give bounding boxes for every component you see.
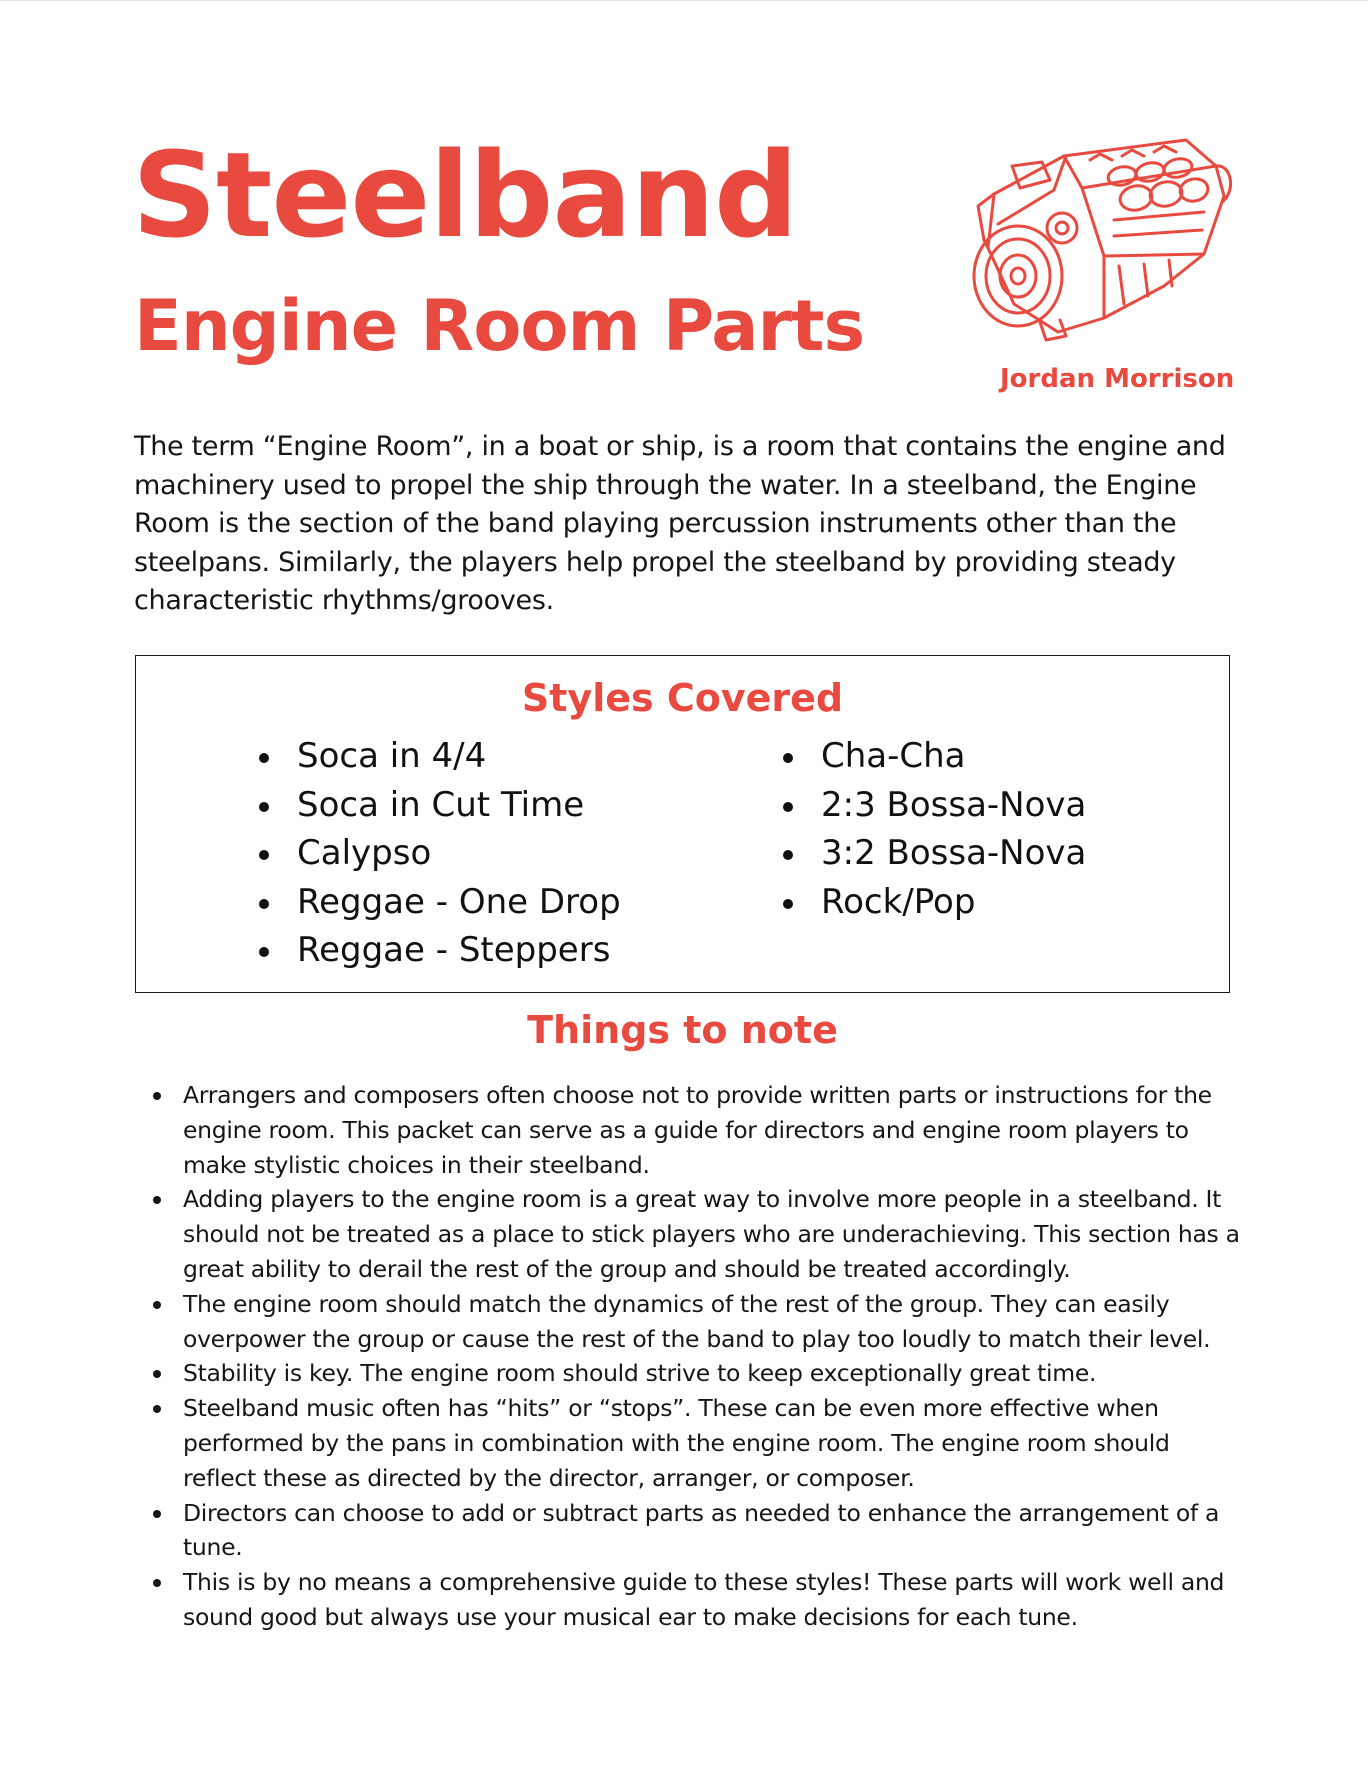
list-item: This is by no means a comprehensive guide to these styles! These parts will work well and sound good but always use your musical ear to make decisions for each tune. bbox=[148, 1565, 1244, 1635]
list-item: 2:3 Bossa-Nova bbox=[779, 781, 1086, 830]
page-title: Steelband bbox=[132, 126, 798, 264]
list-item: The engine room should match the dynamics of the rest of the group. They can easily overpower the group or cause the rest of the band to play too loudly to match their level. bbox=[148, 1287, 1244, 1357]
styles-list-left bbox=[255, 732, 621, 975]
list-item: Rock/Pop bbox=[779, 878, 1086, 927]
list-item: Reggae - Steppers bbox=[255, 926, 621, 975]
styles-covered-box bbox=[135, 655, 1230, 993]
notes-heading: Things to note bbox=[527, 1008, 838, 1052]
page-subtitle: Engine Room Parts bbox=[134, 285, 865, 367]
list-item: 3:2 Bossa-Nova bbox=[779, 829, 1086, 878]
notes-list bbox=[148, 1078, 1244, 1635]
list-item: Directors can choose to add or subtract parts as needed to enhance the arrangement of a tune. bbox=[148, 1496, 1244, 1566]
list-item: Soca in 4/4 bbox=[255, 732, 621, 781]
author-name: Jordan Morrison bbox=[1000, 364, 1235, 394]
intro-paragraph: The term “Engine Room”, in a boat or ship, is a room that contains the engine and machinery used to propel the ship through the water. In a steelband, the Engine Room is the section of the band playing percussion instruments other than the steelpans. Similarly, the players help propel the steelband by providing steady characteristic rhythms/grooves. bbox=[134, 431, 1226, 616]
list-item: Steelband music often has “hits” or “stops”. These can be even more effective when performed by the pans in combination with the engine room. The engine room should reflect these as directed by the director, arranger, or composer. bbox=[148, 1391, 1244, 1495]
styles-heading: Styles Covered bbox=[521, 676, 844, 720]
page-top-edge bbox=[0, 0, 1368, 1]
list-item: Soca in Cut Time bbox=[255, 781, 621, 830]
list-item: Stability is key. The engine room should strive to keep exceptionally great time. bbox=[148, 1356, 1244, 1391]
list-item: Reggae - One Drop bbox=[255, 878, 621, 927]
styles-list-right bbox=[779, 732, 1086, 926]
engine-block-icon bbox=[954, 136, 1236, 346]
list-item: Cha-Cha bbox=[779, 732, 1086, 781]
list-item: Arrangers and composers often choose not to provide written parts or instructions for the engine room. This packet can serve as a guide for directors and engine room players to make stylistic choices in their steelband. bbox=[148, 1078, 1244, 1182]
list-item: Adding players to the engine room is a great way to involve more people in a steelband. It should not be treated as a place to stick players who are underachieving. This section has a great ability to derail the rest of the group and should be treated accordingly. bbox=[148, 1182, 1244, 1286]
list-item: Calypso bbox=[255, 829, 621, 878]
